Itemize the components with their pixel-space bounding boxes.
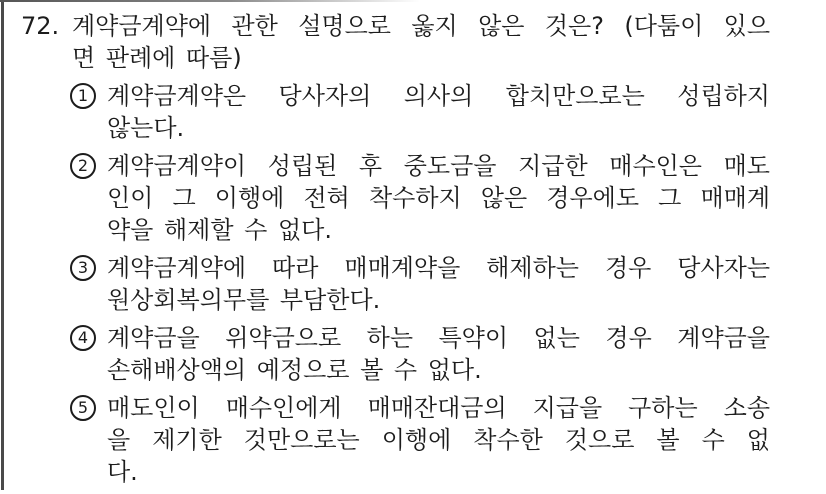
page-left-border — [1, 0, 4, 490]
choice-option-3 — [70, 252, 770, 316]
choice-text-line: 계약금계약은 당사자의 의사의 합치만으로는 성립하지 — [107, 82, 770, 110]
choice-option-2 — [70, 150, 770, 246]
choice-text-line: 매도인이 매수인에게 매매잔대금의 지급을 구하는 소송 — [107, 394, 770, 422]
choice-text-line: 원상회복의무를 부담한다. — [107, 286, 381, 314]
choice-text-line: 을 제기한 것만으로는 이행에 착수한 것으로 볼 수 없 — [107, 426, 770, 454]
choice-option-5 — [70, 392, 770, 488]
question-text-line: 면 판례에 따름) — [72, 44, 242, 72]
choice-marker-circled-1: 1 — [70, 83, 96, 109]
choice-option-1 — [70, 80, 770, 144]
choice-text — [107, 80, 770, 144]
choice-text-line: 계약금을 위약금으로 하는 특약이 없는 경우 계약금을 — [107, 324, 770, 352]
question-text — [72, 10, 770, 74]
choice-text — [107, 322, 770, 386]
exam-question-block — [21, 10, 770, 494]
choice-text — [107, 150, 770, 246]
choice-text — [107, 252, 770, 316]
choice-text-line: 다. — [107, 458, 138, 486]
choice-marker-circled-4: 4 — [70, 325, 96, 351]
choice-text-line: 약을 해제할 수 없다. — [107, 216, 332, 244]
choice-text-line: 않는다. — [107, 114, 185, 142]
choice-option-4 — [70, 322, 770, 386]
choice-text-line: 계약금계약이 성립된 후 중도금을 지급한 매수인은 매도 — [107, 152, 770, 180]
choice-marker-circled-2: 2 — [70, 153, 96, 179]
choice-text — [107, 392, 770, 488]
question-text-line: 계약금계약에 관한 설명으로 옳지 않은 것은? (다툼이 있으 — [72, 12, 770, 40]
choice-text-line: 인이 그 이행에 전혀 착수하지 않은 경우에도 그 매매계 — [107, 184, 770, 212]
page-top-border — [0, 0, 420, 2]
question-stem — [21, 10, 770, 74]
choice-marker-circled-5: 5 — [70, 395, 96, 421]
choice-marker-circled-3: 3 — [70, 255, 96, 281]
choice-text-line: 계약금계약에 따라 매매계약을 해제하는 경우 당사자는 — [107, 254, 770, 282]
question-number: 72. — [21, 12, 60, 40]
choice-text-line: 손해배상액의 예정으로 볼 수 없다. — [107, 356, 482, 384]
